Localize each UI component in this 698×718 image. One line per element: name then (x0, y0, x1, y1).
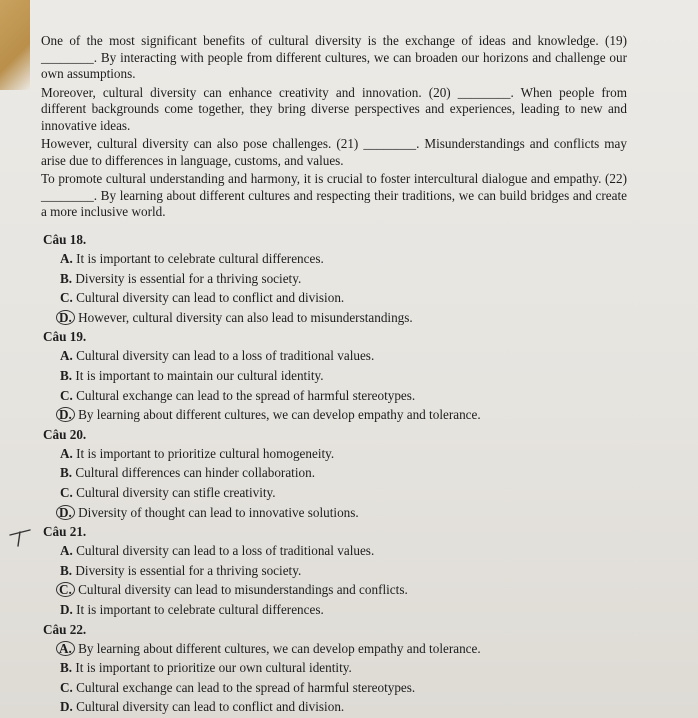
question-title: Câu 18. (43, 232, 87, 247)
answer-option-b[interactable] (41, 269, 631, 289)
circled-option-letter: D. (56, 505, 75, 520)
option-letter: A. (60, 348, 73, 364)
answer-option-d[interactable] (41, 503, 631, 523)
option-letter: C. (60, 387, 73, 403)
answer-option-c[interactable] (41, 386, 631, 406)
option-text: Diversity is essential for a thriving society. (75, 562, 302, 578)
option-text: Cultural diversity can lead to a loss of traditional values. (76, 543, 375, 559)
option-letter: B. (60, 465, 73, 481)
passage-paragraph-1: One of the most significant benefits of cultural diversity is the exchange of ideas and knowledge. (19) ________. By interacting with people from different cultures, we can broaden our horizons and challenge our own assumptions. (41, 33, 627, 81)
answer-option-a[interactable] (41, 249, 631, 269)
handwritten-pen-mark-icon (8, 526, 36, 548)
option-text: Cultural diversity can lead to conflict and division. (76, 699, 345, 715)
passage-paragraph-3: However, cultural diversity can also pose challenges. (21) ________. Misunderstandings and conflicts may arise due to differences in language, customs, and values. (41, 136, 627, 168)
answer-option-d[interactable] (41, 600, 631, 620)
option-text: By learning about different cultures, we can develop empathy and tolerance. (78, 407, 481, 423)
question-title: Câu 22. (43, 621, 87, 637)
answer-option-c[interactable] (41, 483, 631, 503)
option-letter: B. (60, 367, 73, 383)
option-text: However, cultural diversity can also lead to misunderstandings. (78, 309, 413, 325)
option-text: Cultural diversity can stifle creativity. (76, 484, 276, 500)
option-text: Cultural diversity can lead to conflict and division. (76, 290, 345, 306)
paper-corner-decoration (0, 0, 30, 90)
passage-paragraph-2: Moreover, cultural diversity can enhance creativity and innovation. (20) ________. When people from different backgrounds come together, they bring diverse perspectives and experiences, leading to new and innovative ideas. (41, 84, 627, 133)
option-text: It is important to maintain our cultural identity. (75, 367, 324, 383)
circled-option-letter: D. (56, 310, 75, 325)
option-text: Cultural diversity can lead to misunderstandings and conflicts. (78, 582, 408, 598)
answer-option-a[interactable] (41, 541, 631, 561)
option-text: It is important to celebrate cultural differences. (76, 251, 324, 266)
circled-option-letter: D. (56, 407, 75, 422)
option-letter: A. (60, 445, 73, 461)
circled-option-letter: C. (56, 582, 75, 597)
option-text: Diversity of thought can lead to innovative solutions. (78, 504, 359, 520)
circled-option-letter: A. (56, 641, 75, 656)
option-text: Cultural exchange can lead to the spread of harmful stereotypes. (76, 387, 416, 403)
answer-option-a[interactable] (41, 444, 631, 464)
option-letter: C. (60, 484, 73, 500)
answer-option-d[interactable] (41, 308, 631, 328)
option-text: By learning about different cultures, we can develop empathy and tolerance. (78, 640, 481, 656)
option-letter: D. (60, 601, 73, 617)
option-text: It is important to prioritize our own cultural identity. (75, 660, 352, 676)
option-text: Diversity is essential for a thriving society. (75, 270, 302, 286)
answer-option-b[interactable] (41, 658, 631, 678)
option-letter: D. (60, 699, 73, 715)
answer-option-a[interactable] (41, 346, 631, 366)
question-title: Câu 21. (43, 524, 87, 540)
option-letter: B. (60, 660, 73, 676)
passage-paragraph-4: To promote cultural understanding and harmony, it is crucial to foster intercultural dialogue and empathy. (22) ________. By learning about different cultures and respecting their traditions, we can build bridges and create a more inclusive world. (41, 171, 627, 219)
answer-option-d[interactable] (41, 405, 631, 425)
answer-option-c[interactable] (41, 288, 631, 308)
answer-option-b[interactable] (41, 463, 631, 483)
reading-passage (41, 33, 627, 223)
question-18 (41, 230, 631, 327)
option-letter: C. (60, 290, 73, 306)
answer-option-c[interactable] (41, 580, 631, 600)
option-text: Cultural diversity can lead to a loss of traditional values. (76, 348, 375, 364)
answer-option-a[interactable] (41, 639, 631, 659)
question-21 (41, 522, 631, 619)
option-text: It is important to celebrate cultural differences. (76, 601, 324, 617)
option-letter: A. (60, 251, 73, 266)
question-19 (41, 327, 631, 424)
option-letter: C. (60, 679, 73, 695)
answer-option-b[interactable] (41, 366, 631, 386)
answer-option-d[interactable] (41, 697, 631, 717)
question-20 (41, 425, 631, 522)
option-text: It is important to prioritize cultural homogeneity. (76, 445, 335, 461)
question-title: Câu 19. (43, 329, 87, 345)
option-letter: B. (60, 562, 73, 578)
question-22 (41, 620, 631, 717)
option-letter: A. (60, 543, 73, 559)
answer-option-b[interactable] (41, 561, 631, 581)
option-text: Cultural exchange can lead to the spread of harmful stereotypes. (76, 679, 416, 695)
question-list (41, 230, 631, 717)
question-title: Câu 20. (43, 426, 87, 442)
answer-option-c[interactable] (41, 678, 631, 698)
option-letter: B. (60, 270, 73, 286)
option-text: Cultural differences can hinder collaboration. (75, 465, 315, 481)
